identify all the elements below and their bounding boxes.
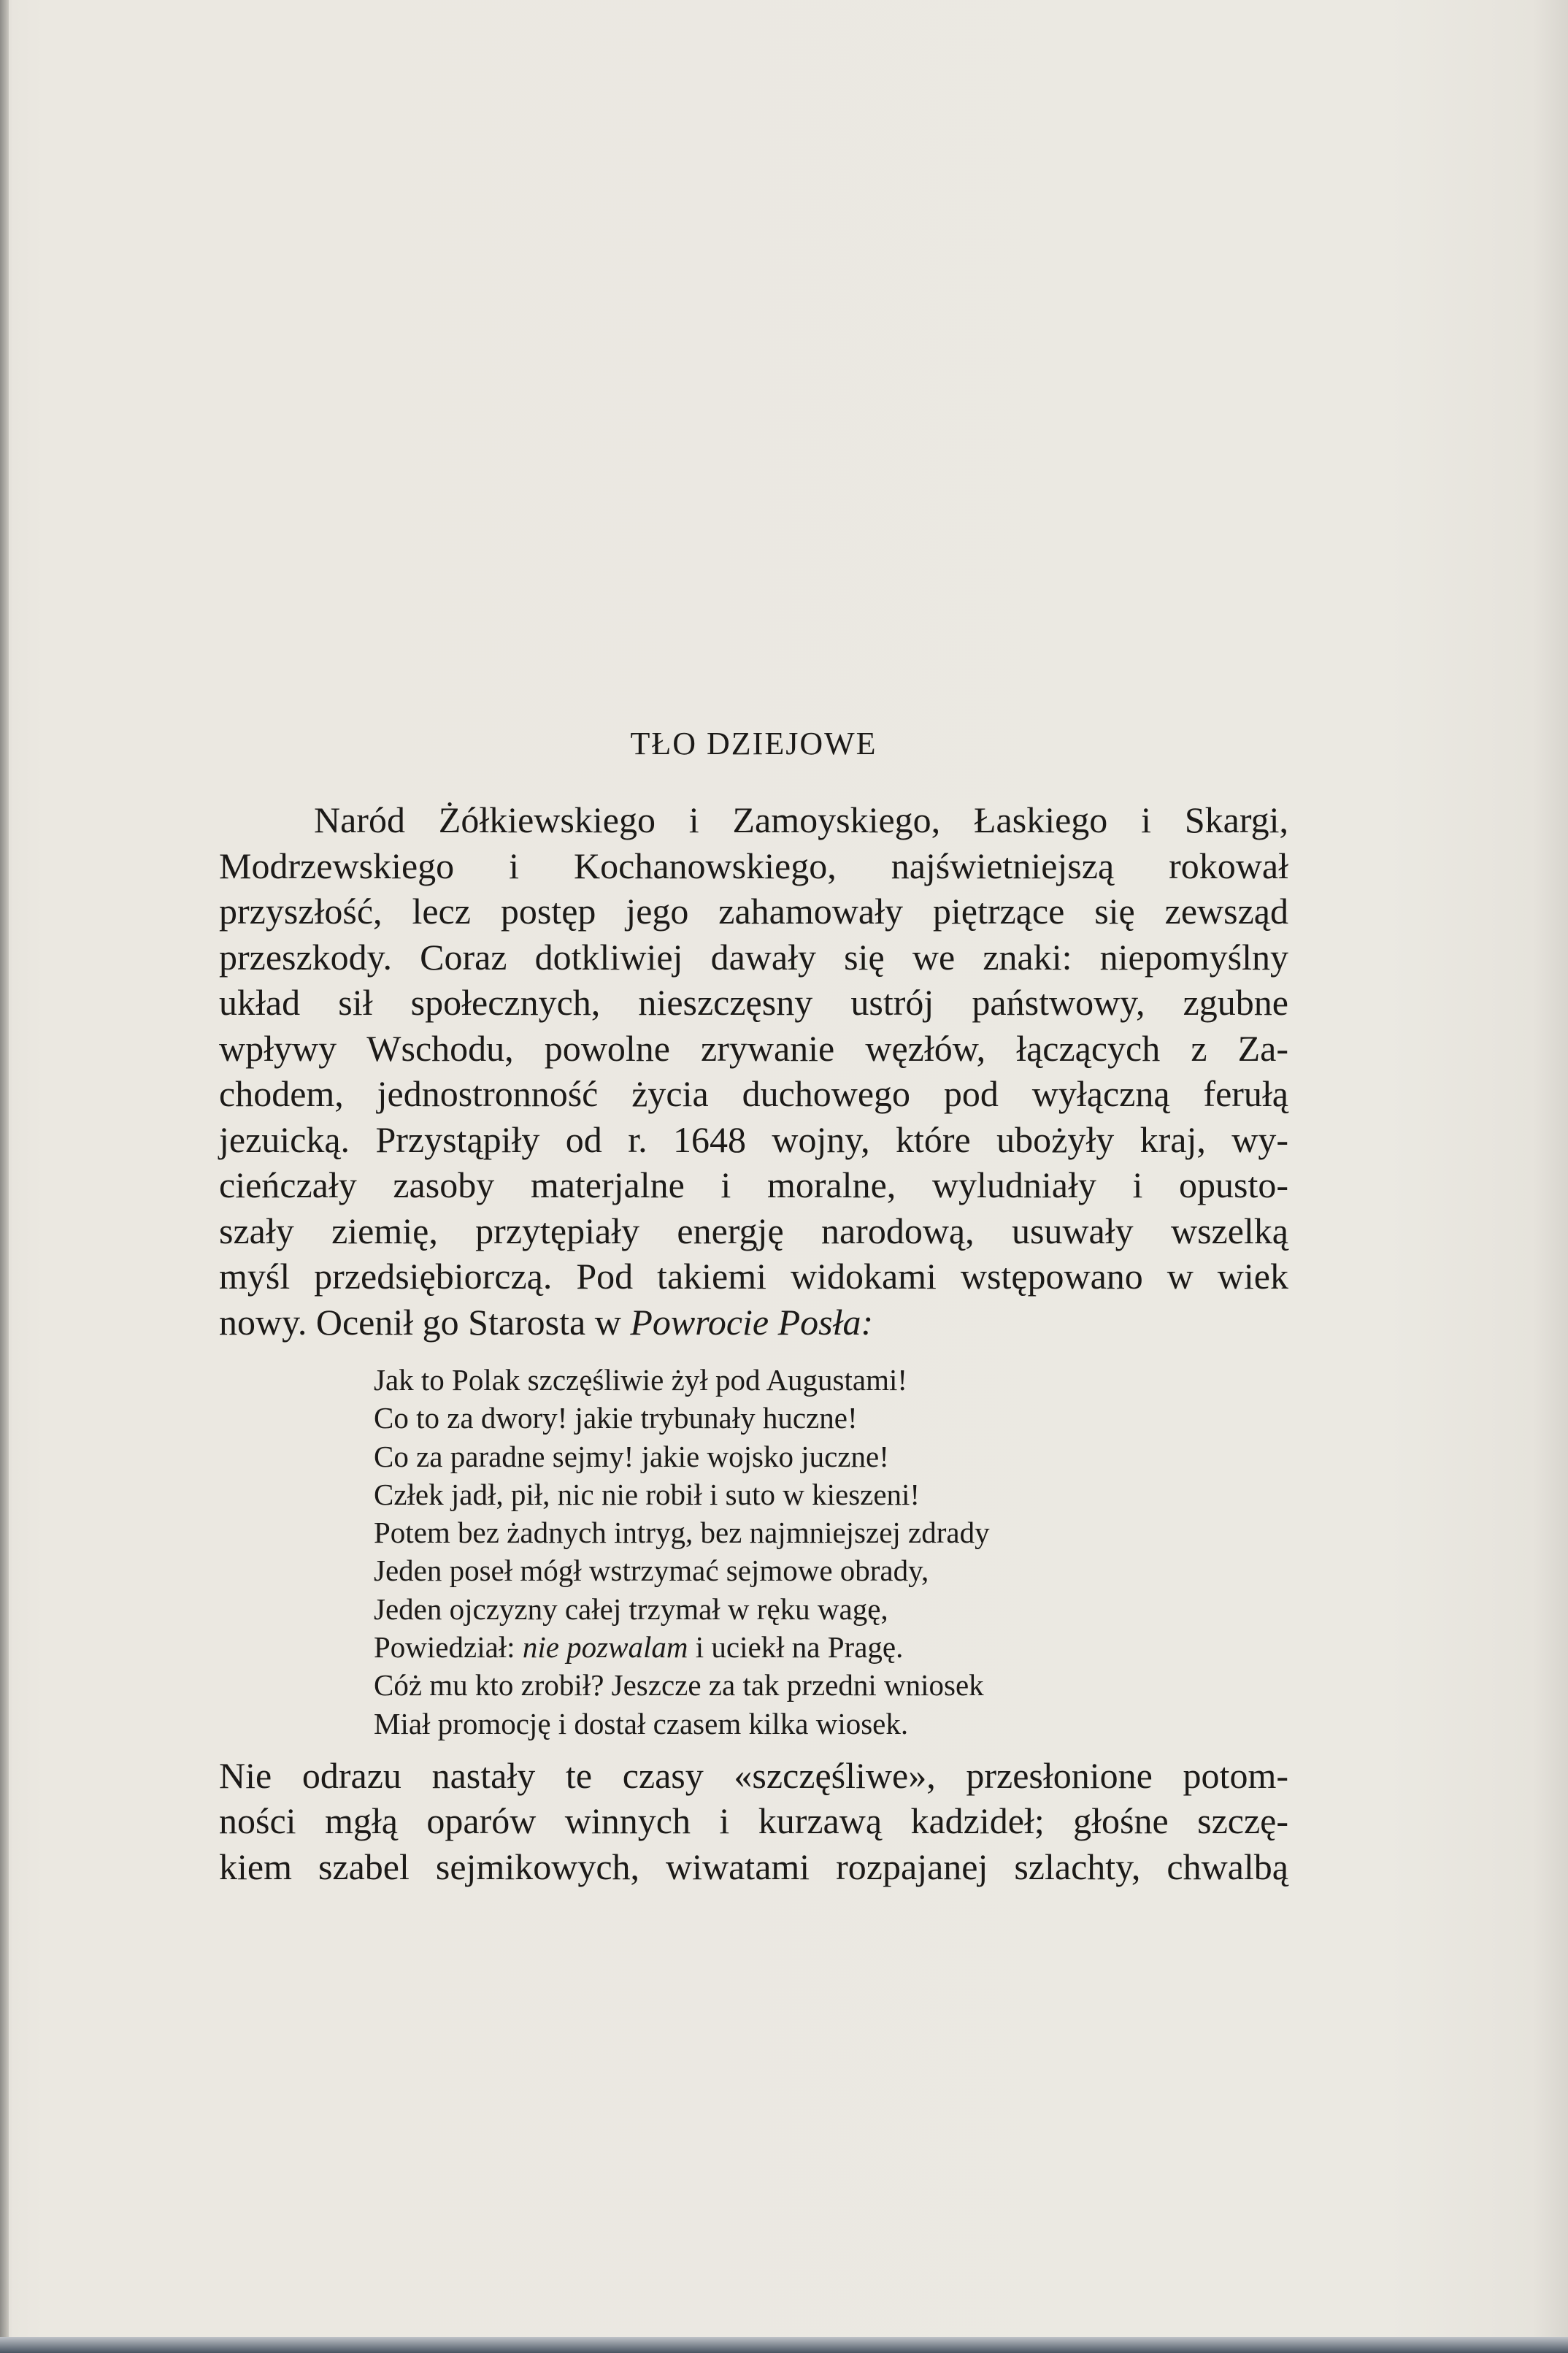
text-line: cieńczały zasoby materjalne i moralne, wyludniały i opusto- (219, 1164, 1288, 1205)
verse-line: Jeden ojczyzny całej trzymał w ręku wagę, (374, 1592, 888, 1626)
background-edge (0, 2337, 1568, 2353)
text-line: chodem, jednostronność życia duchowego pod wyłączną ferułą (219, 1073, 1288, 1114)
verse-segment: i uciekł na Pragę. (688, 1630, 904, 1665)
paragraph-2 (219, 1753, 1288, 1890)
page-binding-edge (0, 0, 9, 2353)
verse-line: Jeden poseł mógł wstrzymać sejmowe obrady, (374, 1554, 929, 1588)
italic-phrase: nie pozwalam (522, 1630, 688, 1665)
text-line: ności mgłą oparów winnych i kurzawą kadzideł; głośne szczę- (219, 1800, 1288, 1842)
text-line: przyszłość, lecz postęp jego zahamowały piętrzące się zewsząd (219, 891, 1288, 932)
verse-quote (374, 1361, 1288, 1743)
text-line: wpływy Wschodu, powolne zrywanie węzłów, łączących z Za- (219, 1027, 1288, 1069)
text-line: szały ziemię, przytępiały energję narodową, usuwały wszelką (219, 1210, 1288, 1251)
verse-line: Człek jadł, pił, nic nie robił i suto w kieszeni! (374, 1477, 921, 1511)
text-line-last (219, 1300, 1288, 1346)
italic-work-title: Powrocie Posła: (630, 1301, 874, 1343)
text-line: kiem szabel sejmikowych, wiwatami rozpajanej szlachty, chwalbą (219, 1846, 1288, 1887)
verse-segment: Powiedział: (374, 1630, 523, 1665)
text-line: jezuicką. Przystąpiły od r. 1648 wojny, które ubożyły kraj, wy- (219, 1118, 1288, 1160)
verse-line: Miał promocję i dostał czasem kilka wiosek. (374, 1706, 909, 1740)
verse-line (374, 1628, 1288, 1666)
text-line: Modrzewskiego i Kochanowskiego, najświetniejszą rokował (219, 845, 1288, 886)
text-line: myśl przedsiębiorczą. Pod takiemi widokami wstępowano w wiek (219, 1256, 1288, 1297)
text-line: przeszkody. Coraz dotkliwiej dawały się we znaki: niepomyślny (219, 936, 1288, 978)
chapter-title: TŁO DZIEJOWE (630, 726, 877, 761)
verse-line: Jak to Polak szczęśliwie żył pod Augustami! (374, 1363, 908, 1397)
verse-line: Co to za dwory! jakie trybunały huczne! (374, 1401, 858, 1435)
page-content (219, 723, 1288, 1889)
text-line: układ sił społecznych, nieszczęsny ustrój państwowy, zgubne (219, 982, 1288, 1023)
paragraph-1 (219, 797, 1288, 1345)
text-segment: nowy. Ocenił go Starosta w (219, 1301, 631, 1343)
verse-line: Co za paradne sejmy! jakie wojsko juczne! (374, 1439, 889, 1473)
verse-line: Cóż mu kto zrobił? Jeszcze za tak przedni wniosek (374, 1668, 984, 1703)
verse-line: Potem bez żadnych intryg, bez najmniejszej zdrady (374, 1516, 990, 1550)
text-line: Naród Żółkiewskiego i Zamoyskiego, Łaskiego i Skargi, (314, 799, 1288, 840)
text-line: Nie odrazu nastały te czasy «szczęśliwe», przesłonione potom- (219, 1754, 1288, 1796)
